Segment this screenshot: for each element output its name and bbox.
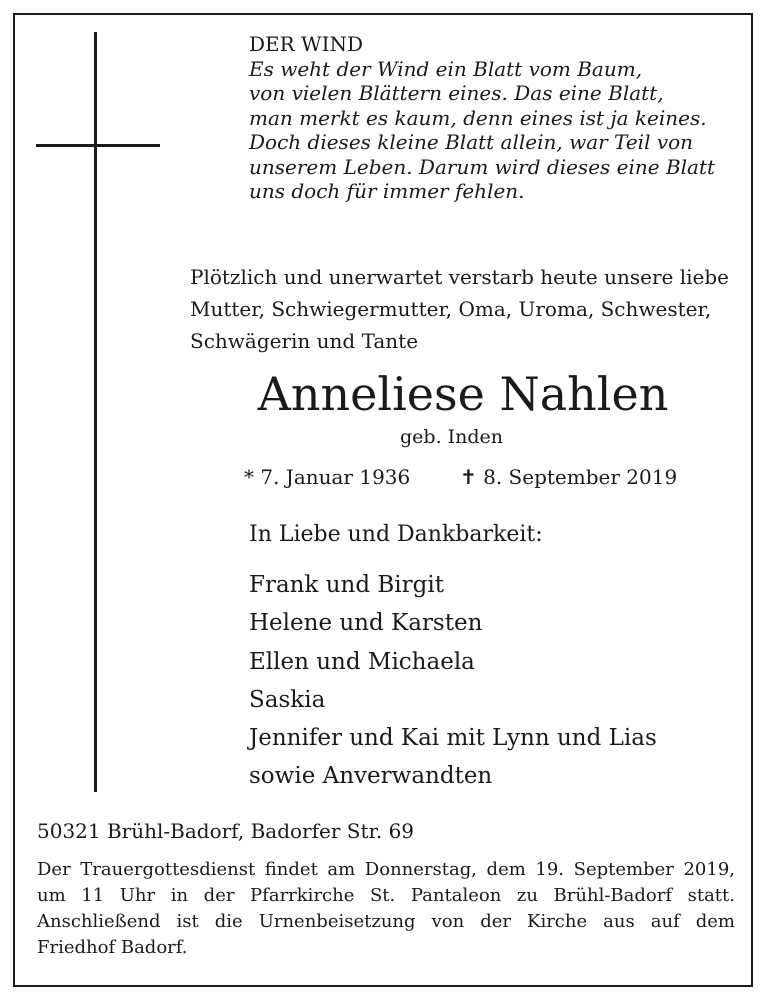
service-line: Friedhof Badorf. (37, 937, 188, 958)
mourner-name: Helene und Karsten (249, 610, 483, 637)
intro-line: Schwägerin und Tante (190, 329, 419, 353)
life-dates (244, 464, 678, 490)
poem-line: man merkt es kaum, denn eines ist ja keines. (249, 105, 707, 130)
mourners-list (249, 566, 657, 796)
poem-line: von vielen Blättern eines. Das eine Blatt, (249, 81, 664, 105)
mourner-name: Jennifer und Kai mit Lynn und Lias (249, 725, 657, 752)
birth-name: geb. Inden (400, 426, 504, 448)
service-line: um 11 Uhr in der Pfarrkirche St. Pantaleon zu Brühl-Badorf statt. (37, 885, 735, 906)
mourners-heading: In Liebe und Dankbarkeit: (249, 522, 543, 547)
intro-line: Mutter, Schwiegermutter, Oma, Uroma, Schwester, (190, 297, 712, 321)
poem-title: DER WIND (249, 32, 364, 56)
deceased-name: Anneliese Nahlen (257, 367, 669, 421)
mourner-name: Frank und Birgit (249, 572, 444, 598)
cross-icon-bar (36, 144, 160, 147)
service-line: Anschließend ist die Urnenbeisetzung von der Kirche aus auf dem (37, 911, 735, 932)
poem (249, 32, 739, 204)
poem-line: Doch dieses kleine Blatt allein, war Teil von (249, 130, 694, 154)
poem-line: Es weht der Wind ein Blatt vom Baum, (249, 56, 643, 81)
mourner-name: Ellen und Michaela (249, 648, 475, 675)
poem-line: uns doch für immer fehlen. (249, 179, 525, 203)
intro-text (190, 261, 750, 357)
service-line: Der Trauergottesdienst findet am Donnerstag, dem 19. September 2019, (37, 859, 735, 880)
mourner-name: Saskia (249, 686, 326, 713)
poem-line: unserem Leben. Darum wird dieses eine Blatt (249, 154, 716, 179)
birth-date: * 7. Januar 1936 (244, 465, 411, 489)
death-date: ✝ 8. September 2019 (460, 465, 678, 489)
service-info (37, 857, 735, 961)
intro-line: Plötzlich und unerwartet verstarb heute unsere liebe (190, 265, 730, 289)
mourner-name: sowie Anverwandten (249, 763, 493, 790)
address: 50321 Brühl-Badorf, Badorfer Str. 69 (37, 819, 415, 843)
